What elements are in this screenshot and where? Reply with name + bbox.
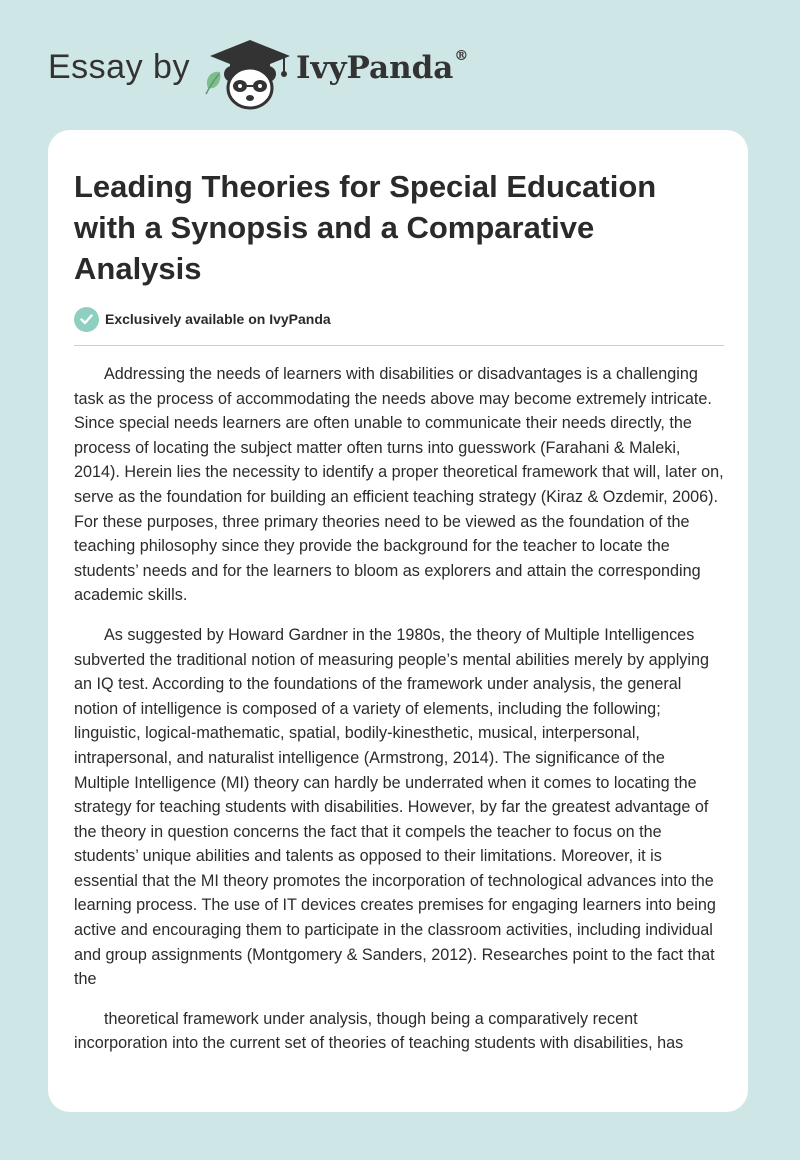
brand-name[interactable] <box>296 50 468 86</box>
article-title: Leading Theories for Special Education with a Synopsis and a Comparative Analysis <box>74 169 657 286</box>
paragraph: As suggested by Howard Gardner in the 1980s, the theory of Multiple Intelligences subverted the traditional notion of measuring people’s mental abilities merely by applying an IQ test. According to the foundations of the framework under analysis, the general notion of intelligence is composed of a variety of elements, including the following; linguistic, logical-mathematic, spatial, bodily-kinesthetic, musical, interpersonal, intrapersonal, and naturalist intelligence (Armstrong, 2014). The significance of the Multiple Intelligence (MI) theory can hardly be underrated when it comes to locating the strategy for teaching students with disabilities. However, by far the greatest advantage of the theory in question concerns the fact that it compels the teacher to focus on the students’ unique abilities and talents as opposed to their limitations. Moreover, it is essential that the MI theory promotes the incorporation of technological advances into the learning process. The use of IT devices creates premises for engaging learners into being active and encouraging them to participate in the classroom activities, including individual and group assignments (Montgomery & Sanders, 2012). Researches point to the fact that the <box>74 625 716 989</box>
paragraph: theoretical framework under analysis, though being a comparatively recent incorporation into the current set of theories of teaching students with disabilities, has <box>74 1009 684 1053</box>
exclusive-label: Exclusively available on IvyPanda <box>105 311 331 327</box>
article-body <box>74 362 724 1071</box>
registered-mark: ® <box>454 48 469 64</box>
panda-logo-icon[interactable] <box>200 36 292 112</box>
check-circle-icon <box>74 307 99 332</box>
divider <box>74 345 724 346</box>
paragraph: Addressing the needs of learners with disabilities or disadvantages is a challenging task as the process of accommodating the needs above may become extremely intricate. Since special needs learners are often unable to communicate their needs directly, the process of locating the subject matter often turns into guesswork (Farahani & Maleki, 2014). Herein lies the necessity to identify a proper theoretical framework that will, later on, serve as the foundation for building an efficient teaching strategy (Kiraz & Ozdemir, 2006). For these purposes, three primary theories need to be viewed as the foundation of the teaching philosophy since they provide the background for the teacher to locate the students’ needs and for the learners to bloom as explorers and attain the corresponding academic skills. <box>74 365 724 605</box>
site-header <box>0 0 800 130</box>
article-card <box>48 130 748 1112</box>
essay-by-label: Essay by <box>48 48 190 86</box>
exclusive-badge <box>74 306 331 332</box>
brand-text: IvyPanda <box>296 50 454 86</box>
